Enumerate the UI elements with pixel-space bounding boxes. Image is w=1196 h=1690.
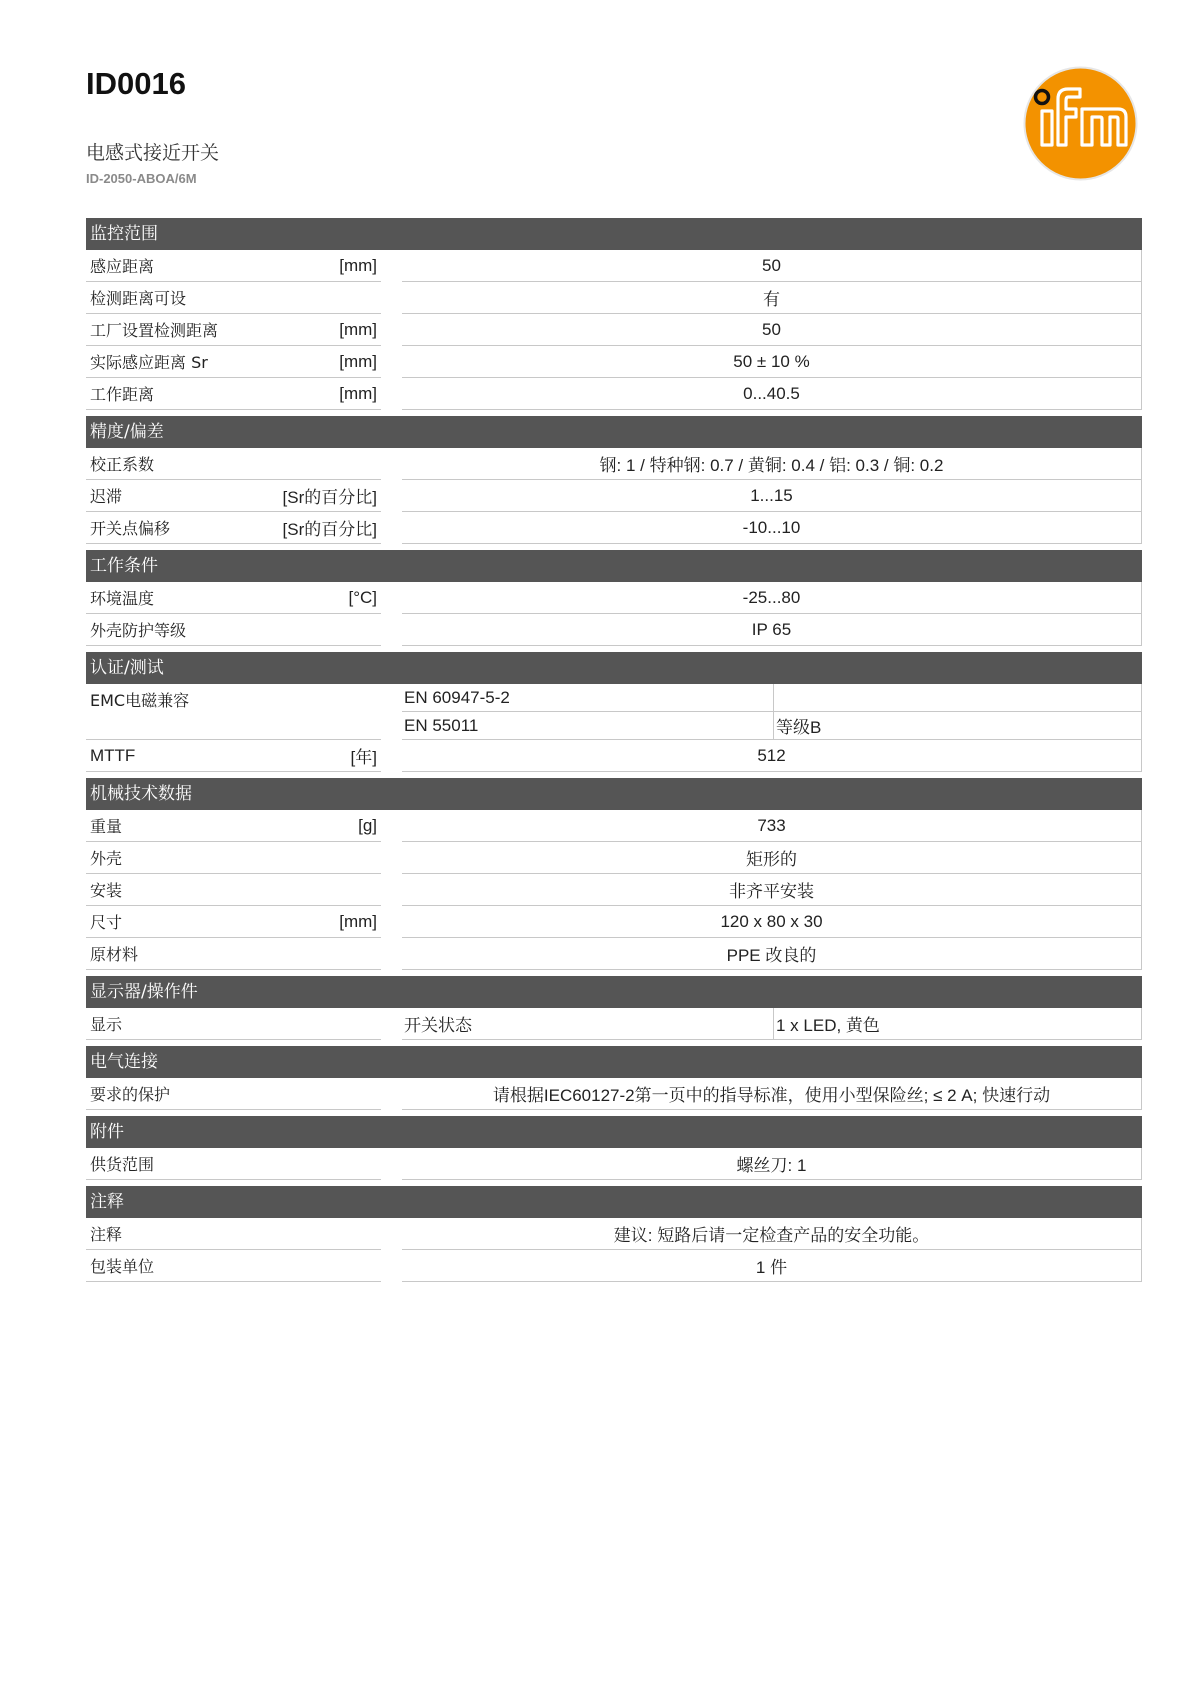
- spec-label: 包装单位: [90, 1257, 155, 1276]
- spec-label: 显示: [90, 1015, 123, 1034]
- spec-label: 校正系数: [90, 455, 155, 474]
- product-title: ID0016: [86, 66, 186, 101]
- section-header-accessories: 附件: [86, 1116, 1142, 1148]
- spec-unit: [mm]: [339, 351, 377, 371]
- section-header-mechanical: 机械技术数据: [86, 778, 1142, 810]
- spec-label: 实际感应距离 Sr: [90, 353, 208, 372]
- spec-row: [86, 810, 1142, 842]
- emc-standard-class: 等级B: [774, 712, 1142, 740]
- section-header-operating: 工作条件: [86, 550, 1142, 582]
- spec-label: 要求的保护: [90, 1085, 171, 1104]
- spec-value: 0...40.5: [402, 378, 1142, 410]
- spec-label: MTTF: [90, 745, 136, 765]
- spec-label: 供货范围: [90, 1155, 155, 1174]
- spec-label: 外壳: [90, 849, 123, 868]
- section-header-accuracy: 精度/偏差: [86, 416, 1142, 448]
- spec-value: 矩形的: [402, 842, 1142, 874]
- spec-row: [86, 582, 1142, 614]
- spec-row: [86, 906, 1142, 938]
- spec-label: 工作距离: [90, 385, 155, 404]
- spec-value: 螺丝刀: 1: [402, 1148, 1142, 1180]
- spec-row: [86, 1008, 1142, 1040]
- spec-value: 50: [402, 250, 1142, 282]
- spec-label: 注释: [90, 1225, 123, 1244]
- product-code: ID-2050-ABOA/6M: [86, 171, 197, 186]
- spec-label: 重量: [90, 817, 123, 836]
- emc-standard: EN 60947-5-2: [402, 684, 774, 712]
- emc-standard-extra: [774, 684, 1142, 712]
- spec-row: [86, 874, 1142, 906]
- spec-value: 建议: 短路后请一定检查产品的安全功能。: [402, 1218, 1142, 1250]
- spec-value: 有: [402, 282, 1142, 314]
- spec-label: 原材料: [90, 945, 139, 964]
- spec-row: [86, 1078, 1142, 1110]
- spec-row: [86, 282, 1142, 314]
- spec-value: 1 x LED, 黄色: [774, 1008, 1142, 1040]
- spec-label: 工厂设置检测距离: [90, 321, 219, 340]
- spec-row: [86, 480, 1142, 512]
- spec-row: [86, 614, 1142, 646]
- spec-key: 开关状态: [402, 1008, 774, 1040]
- emc-row: [86, 684, 1142, 740]
- emc-standard: EN 55011: [402, 712, 774, 740]
- spec-row: [86, 314, 1142, 346]
- spec-unit: [mm]: [339, 255, 377, 275]
- spec-unit: [mm]: [339, 319, 377, 339]
- spec-value: 钢: 1 / 特种钢: 0.7 / 黄铜: 0.4 / 铝: 0.3 / 铜: 0.2: [402, 448, 1142, 480]
- spec-row: [86, 448, 1142, 480]
- spec-value: 请根据IEC60127-2第一页中的指导标准，使用小型保险丝; ≤ 2 A; 快速行动: [402, 1078, 1142, 1110]
- spec-row: [86, 250, 1142, 282]
- spec-row: [86, 740, 1142, 772]
- spec-value: PPE 改良的: [402, 938, 1142, 970]
- ifm-logo: [1022, 65, 1139, 182]
- spec-label: EMC电磁兼容: [90, 691, 190, 710]
- spec-unit: [mm]: [339, 383, 377, 403]
- spec-row: [86, 938, 1142, 970]
- spec-value: 733: [402, 810, 1142, 842]
- spec-row: [86, 346, 1142, 378]
- spec-value: IP 65: [402, 614, 1142, 646]
- spec-row: [86, 842, 1142, 874]
- section-header-display: 显示器/操作件: [86, 976, 1142, 1008]
- spec-unit: [°C]: [348, 587, 377, 607]
- spec-value: 50 ± 10 %: [402, 346, 1142, 378]
- spec-label: 外壳防护等级: [90, 621, 187, 640]
- section-header-notes: 注释: [86, 1186, 1142, 1218]
- spec-label: 尺寸: [90, 913, 123, 932]
- spec-label: 检测距离可设: [90, 289, 187, 308]
- section-header-certification: 认证/测试: [86, 652, 1142, 684]
- spec-row: [86, 1148, 1142, 1180]
- spec-value: 非齐平安装: [402, 874, 1142, 906]
- product-subtitle: 电感式接近开关: [86, 142, 220, 164]
- spec-value: 1 件: [402, 1250, 1142, 1282]
- spec-label: 环境温度: [90, 589, 155, 608]
- section-header-electrical: 电气连接: [86, 1046, 1142, 1078]
- spec-value: 512: [402, 740, 1142, 772]
- spec-label: 开关点偏移: [90, 519, 171, 538]
- spec-label: 感应距离: [90, 257, 155, 276]
- spec-sheet: [86, 218, 1142, 1282]
- spec-value: -10...10: [402, 512, 1142, 544]
- spec-value: -25...80: [402, 582, 1142, 614]
- spec-unit: [g]: [358, 815, 377, 835]
- spec-row: [86, 1218, 1142, 1250]
- spec-label: 安装: [90, 881, 123, 900]
- spec-unit: [年]: [350, 748, 377, 767]
- spec-row: [86, 512, 1142, 544]
- section-header-monitoring: 监控范围: [86, 218, 1142, 250]
- spec-unit: [Sr的百分比]: [282, 488, 377, 507]
- spec-unit: [Sr的百分比]: [282, 520, 377, 539]
- spec-value: 50: [402, 314, 1142, 346]
- spec-unit: [mm]: [339, 911, 377, 931]
- spec-value: 1...15: [402, 480, 1142, 512]
- spec-value: 120 x 80 x 30: [402, 906, 1142, 938]
- spec-label: 迟滞: [90, 487, 123, 506]
- spec-row: [86, 1250, 1142, 1282]
- spec-row: [86, 378, 1142, 410]
